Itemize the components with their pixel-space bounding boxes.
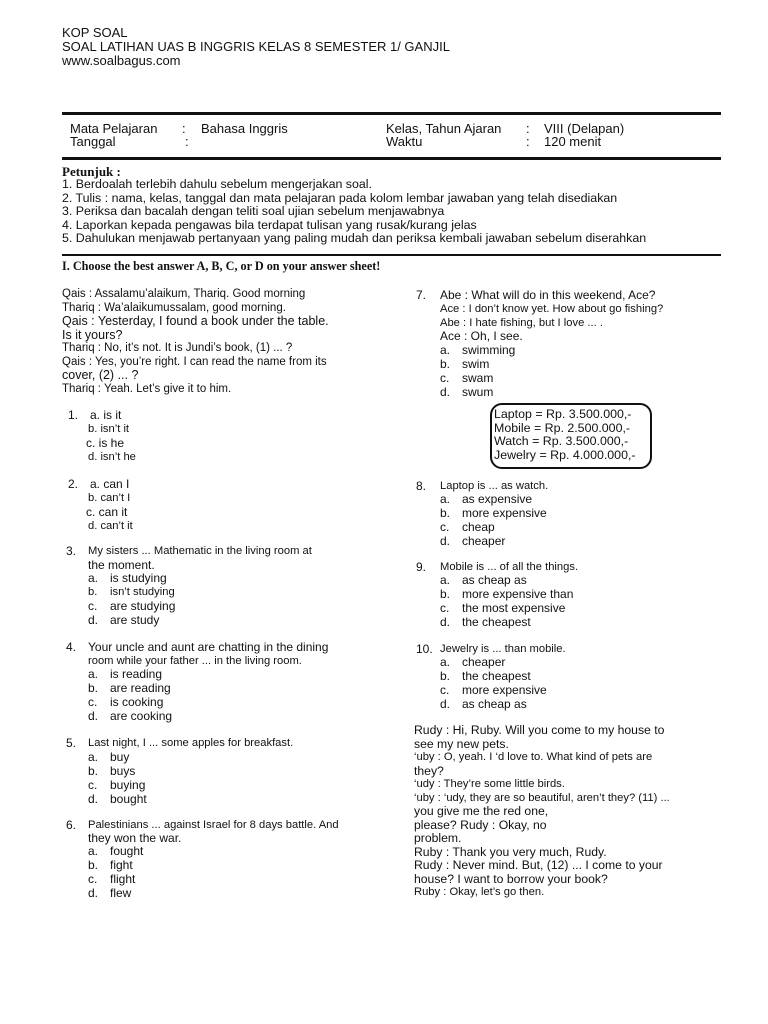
question-stem: Last night, I ... some apples for breakfast. <box>88 737 294 749</box>
dialog-line: Thariq : No, it’s not. It is Jundi’s book, (1) ... ? <box>62 342 293 354</box>
dialog-line: Qais : Yesterday, I found a book under the table. <box>62 314 329 328</box>
question-number: 4. <box>66 640 77 654</box>
dialog-line: problem. <box>414 831 462 845</box>
option-b[interactable]: b. isn’t studying <box>88 586 175 598</box>
dialog-line: you give me the red one, <box>414 804 549 818</box>
question-number: 2. <box>68 477 79 491</box>
option-d[interactable]: d. bought <box>88 792 147 806</box>
section-rule <box>62 254 721 256</box>
question-number: 7. <box>416 288 427 302</box>
subject-label: Mata Pelajaran <box>70 121 158 136</box>
question-number: 3. <box>66 544 77 558</box>
dialog-line: Rudy : Hi, Ruby. Will you come to my house to <box>414 723 665 737</box>
option-b[interactable]: b. can’t I <box>88 492 131 504</box>
dialog-line: ‘uby : ‘udy, they are so beautiful, aren’t they? (11) ... <box>414 791 670 804</box>
time-sep: : <box>526 134 530 149</box>
option-a[interactable]: a. is it <box>90 408 122 422</box>
question-stem: Palestinians ... against Israel for 8 days battle. And <box>88 819 339 831</box>
option-b[interactable]: b. the cheapest <box>440 669 531 683</box>
option-b[interactable]: b. fight <box>88 858 133 872</box>
question-stem: Ace : I don’t know yet. How about go fishing? <box>440 303 664 315</box>
instruction-item: 5. Dahulukan menjawab pertanyaan yang paling mudah dan periksa kembali jawaban sebelum diserahkan <box>62 231 647 246</box>
price-item: Laptop = Rp. 3.500.000,- <box>494 407 632 421</box>
subject-value: Bahasa Inggris <box>201 121 288 136</box>
dialog-line: please? Rudy : Okay, no <box>414 817 547 832</box>
instruction-item: 2. Tulis : nama, kelas, tanggal dan mata pelajaran pada kolom lembar jawaban yang telah disediakan <box>62 190 618 205</box>
option-a[interactable]: a. is studying <box>88 571 167 585</box>
date-label: Tanggal <box>70 134 116 149</box>
dialog-line: Thariq : Yeah. Let’s give it to him. <box>62 382 232 395</box>
question-stem: Mobile is ... of all the things. <box>440 561 579 573</box>
option-c[interactable]: c. are studying <box>88 599 176 613</box>
header-title: KOP SOAL <box>62 25 128 40</box>
question-stem: Your uncle and aunt are chatting in the dining <box>88 640 329 654</box>
option-a[interactable]: a. fought <box>88 844 144 858</box>
option-c[interactable]: c. more expensive <box>440 683 547 697</box>
option-a[interactable]: a. buy <box>88 750 130 764</box>
time-label: Waktu <box>386 134 423 149</box>
question-stem: Abe : I hate fishing, but I love ... . <box>440 317 603 329</box>
option-c[interactable]: c. the most expensive <box>440 601 566 615</box>
option-a[interactable]: a. as cheap as <box>440 573 527 587</box>
class-sep: : <box>526 121 530 136</box>
price-list-box <box>490 403 652 469</box>
dialog-2 <box>414 724 670 900</box>
option-d[interactable]: d. can’t it <box>88 520 133 532</box>
header-website: www.soalbagus.com <box>62 53 181 68</box>
question-stem: My sisters ... Mathematic in the living room at <box>88 545 312 557</box>
dialog-line: ‘uby : O, yeah. I ‘d love to. What kind of pets are <box>414 751 653 763</box>
dialog-line: see my new pets. <box>414 736 509 751</box>
option-c[interactable]: c. is he <box>86 436 125 450</box>
option-c[interactable]: c. can it <box>86 505 128 519</box>
option-c[interactable]: c. swam <box>440 371 494 385</box>
question-stem: Ace : Oh, I see. <box>440 329 523 343</box>
dialog-line: Ruby : Thank you very much, Rudy. <box>414 844 607 859</box>
instructions-list <box>62 178 742 246</box>
question-number: 10. <box>416 642 433 656</box>
info-rule <box>62 157 721 160</box>
instruction-item: 1. Berdoalah terlebih dahulu sebelum mengerjakan soal. <box>62 177 372 191</box>
option-d[interactable]: d. are study <box>88 613 160 627</box>
option-b[interactable]: b. more expensive <box>440 506 547 520</box>
option-a[interactable]: a. can I <box>90 477 130 491</box>
question-number: 6. <box>66 818 77 832</box>
instructions-title: Petunjuk : <box>62 164 121 179</box>
dialog-line: ‘udy : They’re some little birds. <box>414 778 565 790</box>
price-item: Watch = Rp. 3.500.000,- <box>494 434 629 449</box>
option-d[interactable]: d. the cheapest <box>440 615 531 629</box>
top-rule <box>62 112 721 115</box>
dialog-line: Qais : Assalamu’alaikum, Thariq. Good morning <box>62 288 306 300</box>
instruction-item: 4. Laporkan kepada pengawas bila terdapat tulisan yang rusak/kurang jelas <box>62 217 477 232</box>
option-a[interactable]: a. cheaper <box>440 655 506 669</box>
option-b[interactable]: b. more expensive than <box>440 587 574 601</box>
question-stem: Abe : What will do in this weekend, Ace? <box>440 288 656 302</box>
class-value: VIII (Delapan) <box>544 121 625 136</box>
header-subtitle: SOAL LATIHAN UAS B INGGRIS KELAS 8 SEMESTER 1/ GANJIL <box>62 39 450 54</box>
option-b[interactable]: b. are reading <box>88 681 171 695</box>
option-a[interactable]: a. swimming <box>440 343 516 357</box>
option-b[interactable]: b. swim <box>440 357 490 371</box>
question-number: 5. <box>66 736 77 750</box>
question-stem: room while your father ... in the living room. <box>88 655 302 667</box>
question-stem: they won the war. <box>88 831 182 845</box>
option-d[interactable]: d. are cooking <box>88 709 173 723</box>
option-a[interactable]: a. is reading <box>88 667 163 681</box>
question-stem: Laptop is ... as watch. <box>440 480 549 492</box>
option-c[interactable]: c. buying <box>88 778 146 792</box>
question-number: 8. <box>416 479 427 493</box>
dialog-line: Rudy : Never mind. But, (12) ... I come to your <box>414 858 663 872</box>
option-c[interactable]: c. is cooking <box>88 695 164 709</box>
dialog-line: cover, (2) ... ? <box>62 368 139 382</box>
question-stem: the moment. <box>88 558 155 572</box>
time-value: 120 menit <box>544 134 602 149</box>
class-label: Kelas, Tahun Ajaran <box>386 121 502 136</box>
option-d[interactable]: d. swum <box>440 385 494 399</box>
option-d[interactable]: d. flew <box>88 886 132 900</box>
price-item: Jewelry = Rp. 4.000.000,- <box>494 447 636 462</box>
option-d[interactable]: d. cheaper <box>440 534 506 548</box>
question-number: 9. <box>416 560 427 574</box>
section-title: I. Choose the best answer A, B, C, or D on your answer sheet! <box>62 259 381 273</box>
option-b[interactable]: b. buys <box>88 764 136 778</box>
question-number: 1. <box>68 408 79 422</box>
option-c[interactable]: c. flight <box>88 872 136 886</box>
option-c[interactable]: c. cheap <box>440 520 495 534</box>
dialog-line: they? <box>414 763 444 778</box>
dialog-line: house? I want to borrow your book? <box>414 871 608 886</box>
instruction-item: 3. Periksa dan bacalah dengan teliti soal ujian sebelum menjawabnya <box>62 204 445 219</box>
option-a[interactable]: a. as expensive <box>440 492 533 506</box>
date-sep: : <box>185 134 189 149</box>
subject-sep: : <box>182 121 186 136</box>
option-d[interactable]: d. isn’t he <box>88 451 136 463</box>
dialog-line: Is it yours? <box>62 327 123 342</box>
option-b[interactable]: b. isn’t it <box>88 423 130 435</box>
option-d[interactable]: d. as cheap as <box>440 697 527 711</box>
dialog-1 <box>62 288 329 396</box>
question-stem: Jewelry is ... than mobile. <box>440 643 566 655</box>
price-item: Mobile = Rp. 2.500.000,- <box>494 420 631 435</box>
dialog-line: Qais : Yes, you’re right. I can read the name from its <box>62 355 327 368</box>
dialog-line: Thariq : Wa’alaikumussalam, good morning. <box>62 301 286 314</box>
dialog-line: Ruby : Okay, let’s go then. <box>414 886 545 898</box>
